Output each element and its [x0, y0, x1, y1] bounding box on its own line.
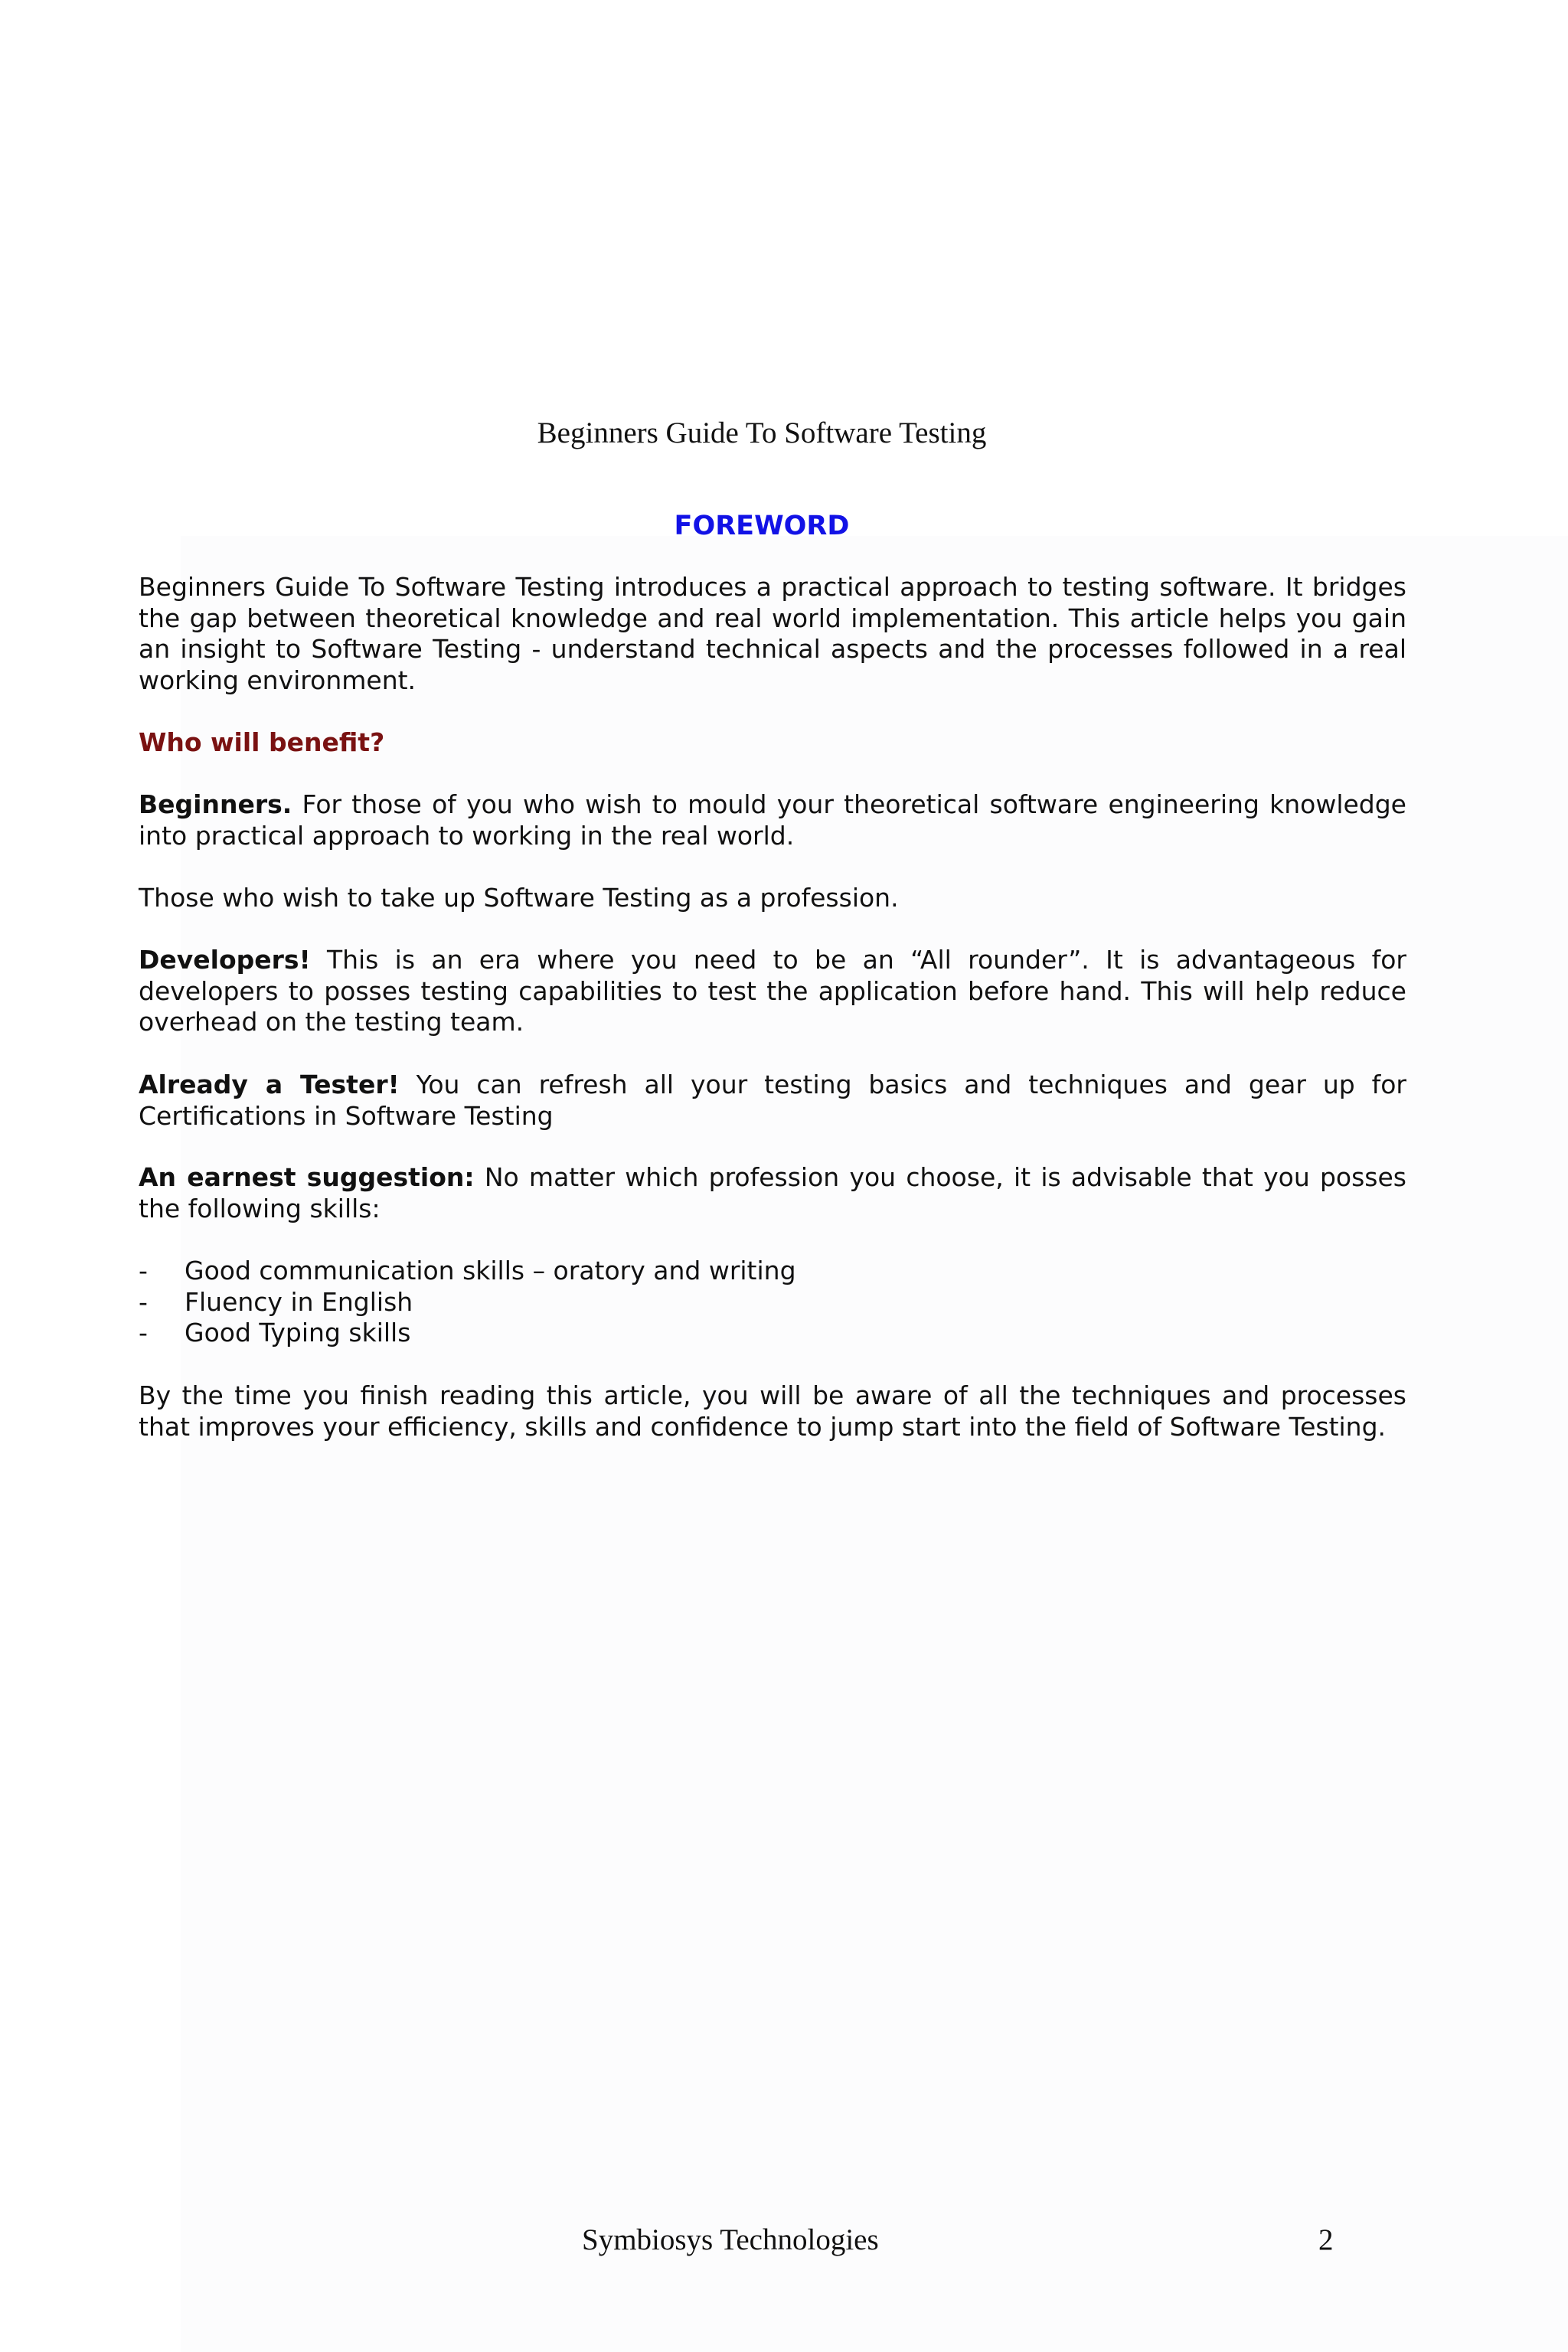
footer-company: Symbiosys Technologies: [582, 2223, 879, 2256]
skill-text: Fluency in English: [185, 1286, 413, 1317]
suggestion-paragraph: [139, 1162, 1406, 1224]
bullet-dash: -: [139, 1286, 148, 1317]
page-number: 2: [1318, 2223, 1334, 2256]
suggestion-lead: An earnest suggestion:: [139, 1162, 475, 1192]
developers-lead: Developers!: [139, 945, 311, 975]
beginners-paragraph: [139, 789, 1406, 851]
developers-paragraph: [139, 945, 1406, 1038]
skills-list: [139, 1256, 1406, 1349]
page-header-title: Beginners Guide To Software Testing: [537, 416, 987, 449]
bullet-dash: -: [139, 1256, 148, 1285]
developers-text: This is an era where you need to be an “All rounder”. It is advantageous for developers to posses testing capabilities to test the application before hand. This will help reduce overhead on the testing team.: [139, 945, 1406, 1037]
beginners-lead: Beginners.: [139, 789, 292, 819]
who-will-benefit-heading: Who will benefit?: [139, 727, 385, 757]
skill-text: Good Typing skills: [185, 1318, 411, 1348]
profession-paragraph: Those who wish to take up Software Testing as a profession.: [139, 883, 899, 913]
suggestion-text: No matter which profession you choose, it is advisable that you posses the following skills:: [139, 1162, 1406, 1223]
bullet-dash: -: [139, 1318, 148, 1348]
tester-text: You can refresh all your testing basics and techniques and gear up for Certifications in Software Testing: [139, 1070, 1406, 1131]
list-item: [139, 1287, 1406, 1318]
list-item: [139, 1318, 1406, 1349]
skill-text: Good communication skills – oratory and writing: [185, 1256, 796, 1285]
closing-paragraph: By the time you finish reading this article, you will be aware of all the techniques and processes that improves your efficiency, skills and confidence to jump start into the field of Software Testing.: [139, 1380, 1406, 1442]
intro-paragraph: Beginners Guide To Software Testing introduces a practical approach to testing software. It bridges the gap between theoretical knowledge and real world implementation. This article helps you gain an insight to Software Testing - understand technical aspects and the processes followed in a real working environment.: [139, 572, 1406, 695]
beginners-text: For those of you who wish to mould your theoretical software engineering knowledge into practical approach to working in the real world.: [139, 789, 1406, 851]
foreword-heading: FOREWORD: [674, 511, 850, 541]
list-item: [139, 1256, 1406, 1287]
tester-paragraph: [139, 1070, 1406, 1132]
tester-lead: Already a Tester!: [139, 1070, 400, 1099]
